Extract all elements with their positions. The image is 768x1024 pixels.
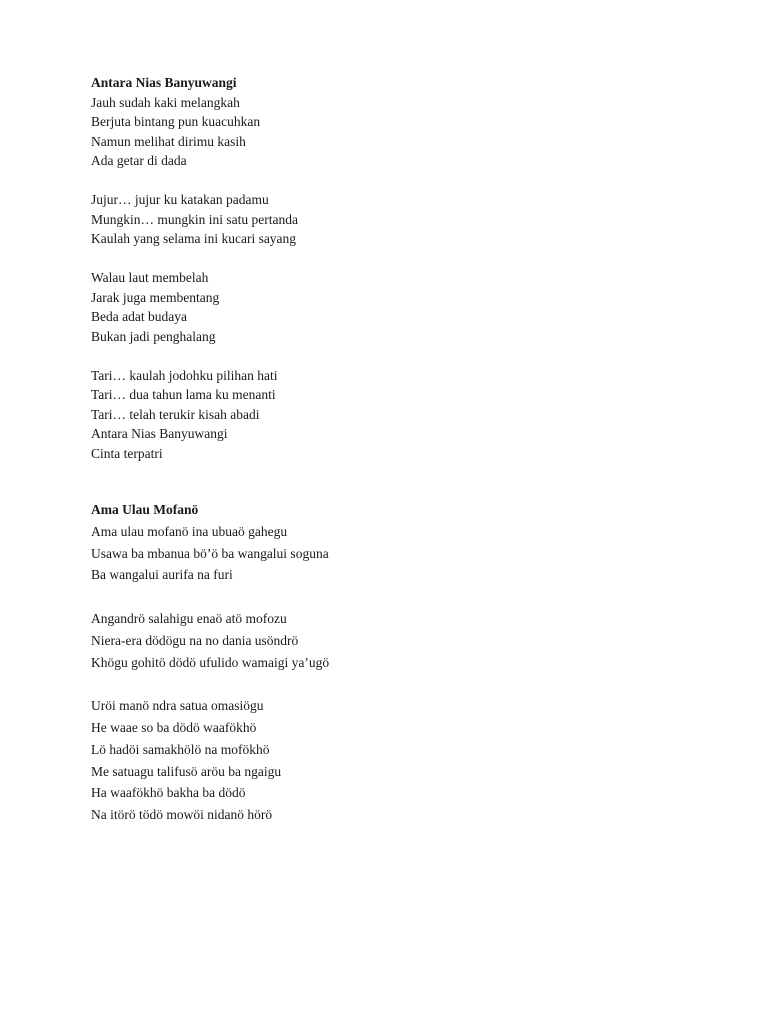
- poem-line: Ada getar di dada: [91, 153, 187, 168]
- poem-line: Ba wangalui aurifa na furi: [91, 567, 233, 583]
- poem-line: He waae so ba dödö waafökhö: [91, 719, 257, 735]
- poem-line: Tari… kaulah jodohku pilihan hati: [91, 367, 278, 383]
- poem-line: Niera-era dödögu na no dania usöndrö: [91, 632, 299, 648]
- poem-line: Berjuta bintang pun kuacuhkan: [91, 114, 261, 129]
- poem-line: Ha waafökhö bakha ba dödö: [91, 785, 246, 801]
- poem-title: Antara Nias Banyuwangi: [91, 75, 237, 90]
- poem-line: Namun melihat dirimu kasih: [91, 133, 246, 149]
- stanza-gap: [91, 171, 711, 191]
- poem-line: Tari… telah terukir kisah abadi: [91, 406, 260, 422]
- stanza-1: [91, 93, 711, 171]
- poem-line: Lö hadöi samakhölö na mofökhö: [91, 741, 270, 757]
- stanza-4: [91, 366, 711, 464]
- poem-line: Walau laut membelah: [91, 270, 209, 285]
- stanza-gap: [91, 586, 711, 608]
- poem-line: Uröi manö ndra satua omasiögu: [91, 698, 264, 714]
- poem-line: Ama ulau mofanö ina ubuaö gahegu: [91, 523, 288, 539]
- poem-line: Kaulah yang selama ini kucari sayang: [91, 231, 297, 246]
- poem-line: Tari… dua tahun lama ku menanti: [91, 387, 276, 402]
- poem-ama-ulau-mofano: [91, 499, 711, 826]
- stanza-2: [91, 608, 711, 673]
- poem-line: Me satuagu talifusö aröu ba ngaigu: [91, 763, 282, 779]
- poem-line: Antara Nias Banyuwangi: [91, 426, 228, 441]
- poem-line: Usawa ba mbanua bö’ö ba wangalui soguna: [91, 545, 329, 561]
- stanza-gap: [91, 346, 711, 366]
- poem-line: Cinta terpatri: [91, 445, 163, 461]
- poem-line: Mungkin… mungkin ini satu pertanda: [91, 211, 298, 227]
- poem-line: Na itörö tödö mowöi nidanö hörö: [91, 807, 273, 823]
- stanza-3: [91, 695, 711, 826]
- stanza-3: [91, 268, 711, 346]
- poem-title: Ama Ulau Mofanö: [91, 502, 199, 517]
- poem-line: Angandrö salahigu enaö atö mofozu: [91, 610, 287, 626]
- poem-line: Bukan jadi penghalang: [91, 328, 216, 344]
- stanza-1: [91, 521, 711, 586]
- stanza-gap: [91, 673, 711, 695]
- poem-line: Beda adat budaya: [91, 309, 187, 324]
- stanza-2: [91, 190, 711, 249]
- poem-line: Jauh sudah kaki melangkah: [91, 94, 240, 110]
- poem-line: Jujur… jujur ku katakan padamu: [91, 192, 269, 207]
- poem-antara-nias-banyuwangi: [91, 73, 711, 463]
- poem-line: Khögu gohitö dödö ufulido wamaigi ya’ugö: [91, 654, 330, 670]
- poem-line: Jarak juga membentang: [91, 289, 220, 305]
- stanza-gap: [91, 249, 711, 269]
